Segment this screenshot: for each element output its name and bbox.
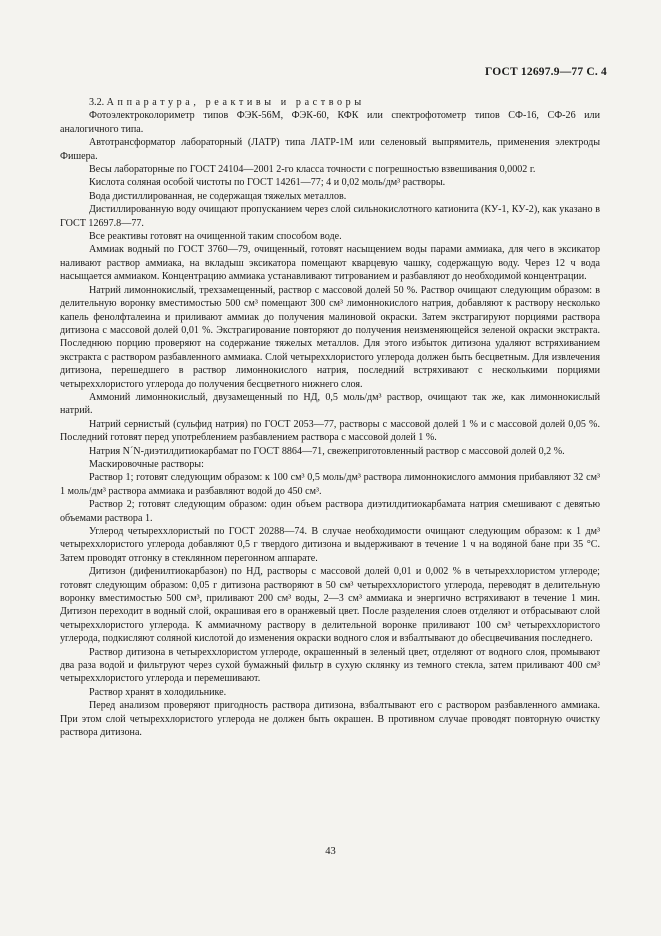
paragraph: Весы лабораторные по ГОСТ 24104—2001 2-го класса точности с погрешностью взвешивания 0,0002 г. xyxy=(89,164,536,176)
paragraph: Натрий лимоннокислый, трехзамещенный, раствор с массовой долей 50 %. Раствор очищают следующим образом: в делительную воронку вместимостью 500 см³ помещают 300 см³ лимоннокислого натрия, добавляют к раствору несколько капель фенолфталеина и приливают аммиак до получения малиновой окраски. Затем экстрагируют порциями раствора дитизона с массовой долей 0,01 %. Экстрагирование повторяют до получения неизменяющейся зеленой окраски экстракта. Последнюю порцию проверяют на содержание тяжелых металлов. Для этого избыток дитизона удаляют встряхиванием экстракта с раствором разбавленного аммиака. Слой четыреххлористого углерода должен быть бесцветным. Для извлечения дитизона, перешедшего в раствор лимоннокислого натрия, последний встряхивают с несколькими порциями четыреххлористого углерода до получения бесцветного нижнего слоя. xyxy=(60,284,600,390)
paragraph: Дистиллированную воду очищают пропусканием через слой сильнокислотного катионита (КУ-1, КУ-2), как указано в ГОСТ 12697.8—77. xyxy=(60,204,600,229)
paragraph: Автотрансформатор лабораторный (ЛАТР) типа ЛАТР-1М или селеновый выпрямитель, применения электроды Фишера. xyxy=(60,137,600,162)
page-number: 43 xyxy=(325,846,336,857)
paragraph: Раствор 2; готовят следующим образом: один объем раствора диэтилдитиокарбамата натрия смешивают с девятью объемами раствора 1. xyxy=(60,499,600,524)
paragraph: Аммоний лимоннокислый, двузамещенный по НД, 0,5 моль/дм³ раствор, очищают так же, как лимоннокислый натрий. xyxy=(60,391,600,417)
paragraph: Фотоэлектроколориметр типов ФЭК-56М, ФЭК-60, КФК или спектрофотометр типов СФ-16, СФ-26 или аналогичного типа. xyxy=(60,110,600,135)
paragraph: Вода дистиллированная, не содержащая тяжелых металлов. xyxy=(89,190,347,202)
document-header: ГОСТ 12697.9—77 С. 4 xyxy=(484,66,607,78)
paragraph: Натрия N´N-диэтилдитиокарбамат по ГОСТ 8864—71, свежеприготовленный раствор с массовой долей 0,2 %. xyxy=(89,445,565,457)
paragraph: Раствор дитизона в четыреххлористом углероде, окрашенный в зеленый цвет, отделяют от водного слоя, промывают два раза водой и фильтруют через сухой бумажный фильтр в сухую склянку из темного стекла, затем приливают 400 см³ четыреххлористого углерода и перемешивают. xyxy=(60,646,600,685)
paragraph: Раствор 1; готовят следующим образом: к 100 см³ 0,5 моль/дм³ раствора лимоннокислого аммония прибавляют 32 см³ 1 моль/дм³ раствора аммиака и разбавляют водой до 450 см³. xyxy=(60,472,600,497)
section-title: Аппаратура, реактивы и растворы xyxy=(106,97,365,108)
paragraph: Кислота соляная особой чистоты по ГОСТ 14261—77; 4 и 0,02 моль/дм³ растворы. xyxy=(89,177,446,189)
section-number: 3.2. xyxy=(89,97,105,108)
document-body xyxy=(60,96,600,740)
paragraph: Дитизон (дифенилтиокарбазон) по НД, растворы с массовой долей 0,01 и 0,002 % в четыреххлористом углероде; готовят следующим образом: 0,05 г дитизона растворяют в 50 см³ четыреххлористого углерода, переводят в делительную воронку вместимостью 500 см³, приливают 200 см³ воды, 2—3 см³ аммиака и энергично встряхивают в течение 1 мин. Дитизон переходит в водный слой, окрашивая его в оранжевый цвет. После разделения слоев отделяют и отбрасывают слой четыреххлористого углерода. К аммиачному раствору в делительной воронке приливают 100 см³ четыреххлористого углерода, подкисляют соляной кислотой до изменения окраски водного слоя и взбалтывают до обесцвечивания последнего. xyxy=(60,566,600,645)
paragraph: Маскировочные растворы: xyxy=(89,458,204,470)
paragraph: Натрий сернистый (сульфид натрия) по ГОСТ 2053—77, растворы с массовой долей 1 % и с массовой долей 0,05 %. Последний готовят перед употреблением разбавлением раствора с массовой долей 1 %. xyxy=(60,418,600,444)
paragraph: Раствор хранят в холодильнике. xyxy=(89,686,227,698)
paragraph: Углерод четыреххлористый по ГОСТ 20288—74. В случае необходимости очищают следующим образом: к 1 дм³ четыреххлористого углерода добавляют 0,5 г твердого дитизона и выдерживают в течение 1 ч на водяной бане при 35 °С. Затем проводят отгонку в стеклянном перегонном аппарате. xyxy=(60,526,600,564)
paragraph: Перед анализом проверяют пригодность раствора дитизона, взбалтывают его с раствором разбавленного аммиака. При этом слой четыреххлористого углерода не должен быть окрашен. В противном случае проводят повторную очистку раствора дитизона. xyxy=(60,700,600,739)
paragraph: Аммиак водный по ГОСТ 3760—79, очищенный, готовят насыщением воды парами аммиака, для чего в эксикатор наливают раствор аммиака, на вкладыш эксикатора помещают кварцевую чашку, содержащую воду. Через 12 ч вода насыщается аммиаком. Концентрацию аммиака устанавливают титрованием и разбавляют до необходимой концентрации. xyxy=(60,244,600,283)
section-heading xyxy=(60,96,600,109)
paragraph: Все реактивы готовят на очищенной таким способом воде. xyxy=(89,231,342,243)
